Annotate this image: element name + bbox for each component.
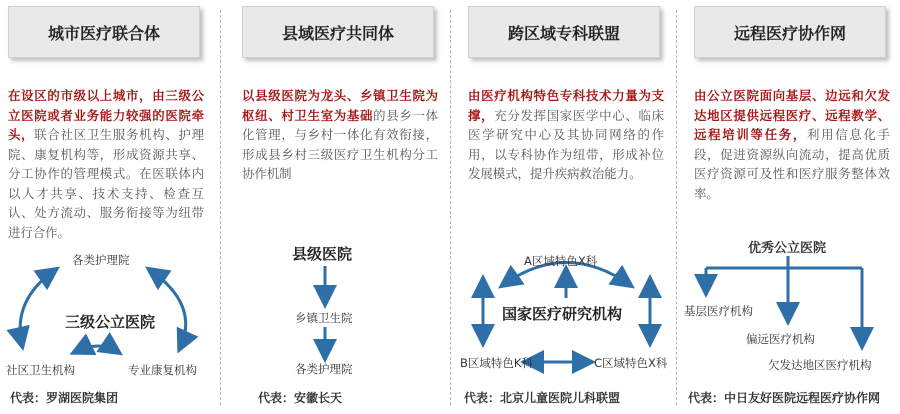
node-region-c: C区域特色X科 (594, 356, 668, 370)
panel-title: 跨区域专科联盟 (468, 6, 660, 58)
divider (220, 10, 221, 405)
arc-right (150, 270, 186, 348)
node-underdeveloped-institutions: 欠发达地区医疗机构 (768, 358, 872, 372)
arc-bottom (75, 346, 118, 352)
county-arrow-diagram (232, 0, 446, 414)
description-text: 的县乡一体化管理，与乡村一体化有效衔接，形成县乡村三级医疗卫生机构分工协作机制 (242, 107, 439, 181)
node-region-a: A区域特色X科 (524, 254, 598, 268)
node-grassroots-institutions: 基层医疗机构 (684, 304, 753, 318)
node-rehab-institutions: 专业康复机构 (128, 363, 197, 377)
telemedicine-arrow-diagram (684, 0, 900, 414)
representative: 代表：北京儿童医院儿科联盟 (464, 391, 621, 405)
node-region-b: B区域特色K科 (460, 356, 533, 370)
alliance-arrow-diagram (0, 0, 214, 414)
description-text: 充分发挥国家医学中心、临床医学研究中心及其协同网络的作用，以专科协作为纽带，形成补位发展模式，提升疾病救治能力。 (468, 107, 665, 181)
description-highlight: 在设区的市级以上城市，由三级公立医院或者业务能力较强的医院牵头， (8, 88, 204, 142)
node-township-health-center: 乡镇卫生院 (295, 311, 353, 325)
panel-title: 城市医疗联合体 (8, 6, 200, 58)
divider (450, 10, 451, 405)
panel-urban-medical-alliance (0, 0, 214, 414)
panel-cross-region-specialty-alliance (458, 0, 672, 414)
panel-title: 县域医疗共同体 (242, 6, 434, 58)
panel-county-medical-community (232, 0, 446, 414)
node-tertiary-hospital: 三级公立医院 (65, 313, 156, 331)
node-community-health: 社区卫生机构 (6, 363, 75, 377)
representative: 代表：中日友好医院远程医疗协作网 (688, 391, 881, 405)
specialty-arrow-diagram (458, 0, 672, 414)
node-remote-institutions: 偏远医疗机构 (746, 332, 815, 346)
node-nursing-homes: 各类护理院 (72, 253, 130, 267)
node-top-public-hospital: 优秀公立医院 (748, 241, 827, 256)
divider (676, 10, 677, 405)
description-highlight: 以县级医院为龙头、乡镇卫生院为枢纽、村卫生室为基础 (242, 88, 438, 123)
representative: 代表：罗湖医院集团 (10, 391, 119, 405)
arc-left (20, 270, 55, 345)
node-national-research-institute: 国家医疗研究机构 (502, 305, 623, 323)
description-text: 联合社区卫生服务机构、护理院、康复机构等，形成资源共享、分工协作的管理模式。在医联体内以人才共享、技术支持、检查互认、处方流动、服务衔接等为纽带进行合作。 (8, 127, 205, 240)
panel-title: 远程医疗协作网 (694, 6, 886, 58)
description-text: 利用信息化手段，促进资源纵向流动，提高优质医疗资源可及性和医疗服务整体效率。 (694, 127, 891, 201)
node-nursing-homes: 各类护理院 (295, 362, 353, 376)
panel-telemedicine-network (684, 0, 898, 414)
representative: 代表：安徽长天 (258, 391, 343, 405)
node-county-hospital: 县级医院 (292, 245, 353, 263)
description-highlight: 由公立医院面向基层、边远和欠发达地区提供远程医疗、远程教学、远程培训等任务， (694, 88, 890, 142)
description-highlight: 由医疗机构特色专科技术力量为支撑， (468, 88, 664, 123)
